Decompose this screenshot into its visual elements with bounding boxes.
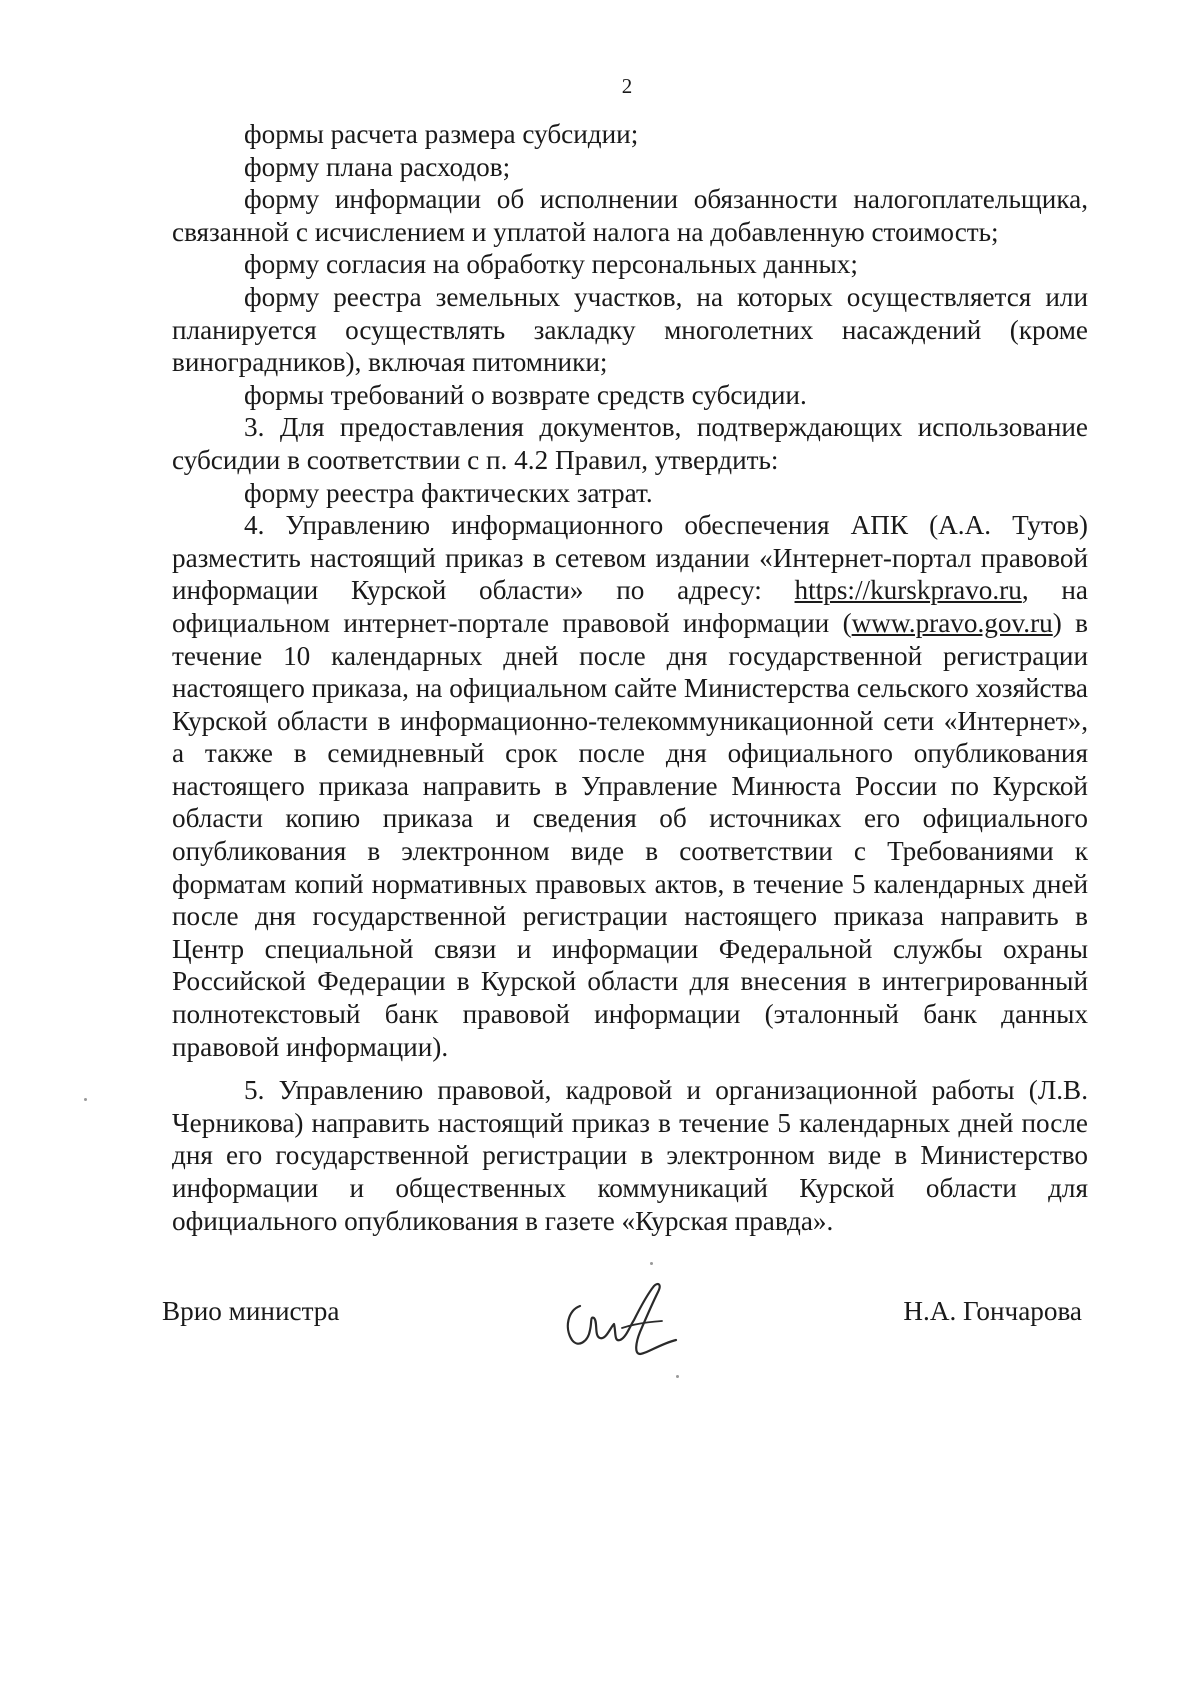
handwritten-signature <box>550 1266 690 1366</box>
list-item-vat-info-form: форму информации об исполнении обязанности налогоплательщика, связанной с исчислением и уплатой налога на добавленную стоимость; <box>172 184 1088 247</box>
clause-3: 3. Для предоставления документов, подтверждающих использование субсидии в соответствии с п. 4.2 Правил, утвердить: <box>172 412 1088 475</box>
pravo-gov-link[interactable]: www.pravo.gov.ru <box>851 607 1053 638</box>
scan-speck <box>676 1375 679 1378</box>
document-body <box>172 118 1088 1237</box>
scan-speck <box>650 1262 653 1265</box>
clause-4-text-a: 4. Управлению информационного обеспечения АПК (А.А. Тутов) разместить настоящий приказ в сетевом издании «Интернет-портал правовой информации Курской области» по адресу: <box>172 510 1088 606</box>
clause-4 <box>172 509 1088 1063</box>
list-item-consent-form: форму согласия на обработку персональных данных; <box>244 249 858 280</box>
scan-speck <box>84 1098 87 1101</box>
clause-5: 5. Управлению правовой, кадровой и организационной работы (Л.В. Черникова) направить настоящий приказ в течение 5 календарных дней после дня его государственной регистрации в электронном виде в Министерство информации и общественных коммуникаций Курской области для официального опубликования в газете «Курская правда». <box>172 1075 1088 1236</box>
list-item-subsidy-calc-forms: формы расчета размера субсидии; <box>244 119 639 149</box>
clause-4-text-c: ) в течение 10 календарных дней после дня государственной регистрации настоящего приказа, на официальном сайте Министерства сельского хозяйства Курской области в информационно-телекоммуникационной сети «Интернет», а также в семидневный срок после дня официального опубликования настоящего приказа направить в Управление Минюста России по Курской области копию приказа и сведения об источниках его официального опубликования в электронном виде в соответствии с Требованиями к форматам копий нормативных правовых актов, в течение 5 календарных дней после дня государственной регистрации настоящего приказа направить в Центр специальной связи и информации Федеральной службы охраны Российской Федерации в Курской области для внесения в интегрированный полнотекстовый банк правовой информации (эталонный банк данных правовой информации). <box>172 607 1088 1062</box>
signatory-position: Врио министра <box>162 1296 340 1326</box>
clause-4-text-b: , на официальном интернет-портале правовой информации ( <box>172 575 1088 638</box>
signature-block <box>162 1280 1082 1360</box>
list-item-land-registry-form: форму реестра земельных участков, на которых осуществляется или планируется осуществлять закладку многолетних насаждений (кроме виноградников), включая питомники; <box>172 281 1088 378</box>
list-item-refund-demand-forms: формы требований о возврате средств субсидии. <box>244 379 807 410</box>
paragraph-spacer <box>172 1063 1088 1074</box>
list-item-expense-plan-form: форму плана расходов; <box>244 151 511 182</box>
signatory-name: Н.А. Гончарова <box>903 1296 1082 1326</box>
kurskpravo-link[interactable]: https://kurskpravo.ru <box>794 575 1022 606</box>
page-number: 2 <box>621 74 633 98</box>
list-item-actual-costs-registry: форму реестра фактических затрат. <box>244 477 653 508</box>
